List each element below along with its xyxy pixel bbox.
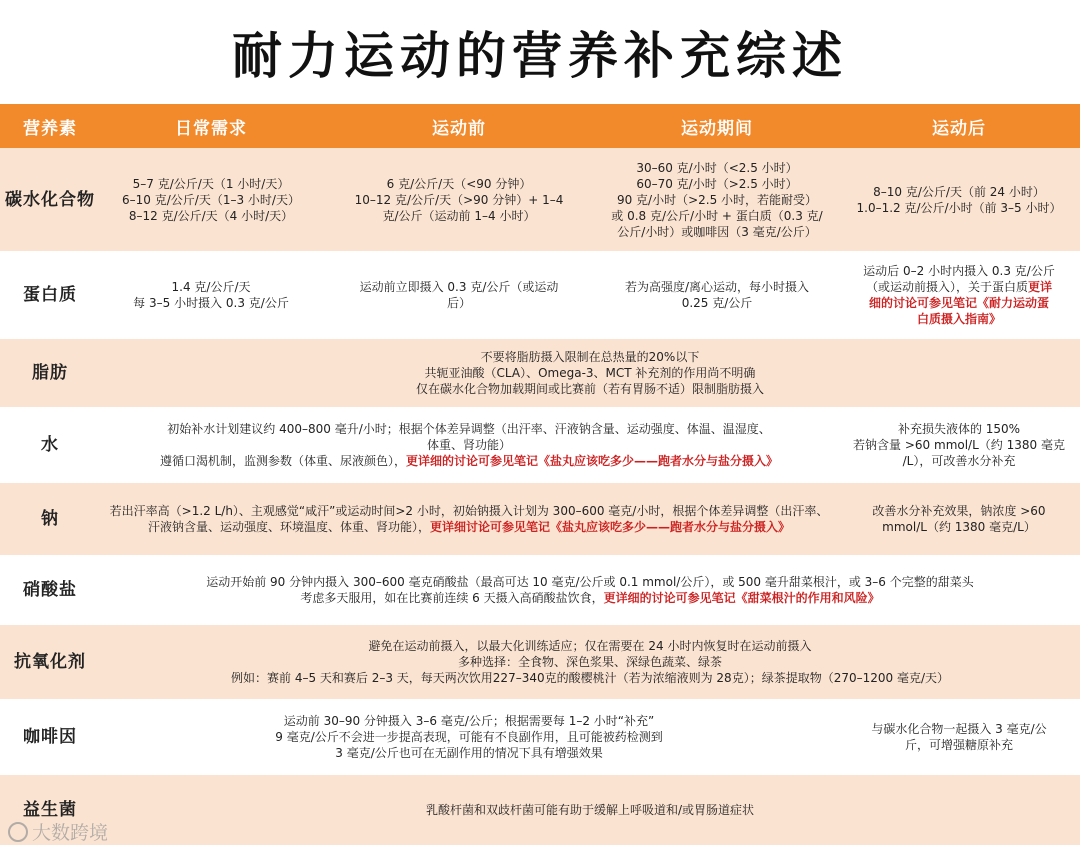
cell-daily: [100, 252, 322, 338]
note-link[interactable]: 更详细讨论可参见笔记《盐丸应该吃多少——跑者水分与盐分摄入》: [430, 520, 791, 534]
table-row-protein: [0, 252, 1080, 338]
text-line: 6 克/公斤/天（<90 分钟）: [386, 176, 532, 191]
text-line: 1.0–1.2 克/公斤/小时（前 3–5 小时）: [856, 200, 1062, 215]
note-link[interactable]: 更详细的讨论可参见笔记《甜菜根汁的作用和风险》: [603, 591, 880, 605]
table-row-antioxidant: [0, 624, 1080, 700]
nutrient-name: 钠: [0, 482, 100, 556]
text-line: 后）: [446, 296, 471, 310]
text-segment: 若出汗率高（>1.2 L/h）、主观感觉“咸汗”或运动时间>2 小时，初始钠摄入计划为 300–600 毫克/小时，根据个体差异调整（出汗率、汗液钠含量、运动强度、环境温度、体重、肾功能），: [109, 504, 829, 534]
table-row-sodium: [0, 482, 1080, 556]
cell-pre: [322, 252, 596, 338]
cell-merged: [100, 774, 1080, 846]
text-line: /L），可改善水分补充: [902, 454, 1016, 468]
text-line: 90 克/小时（>2.5 小时，若能耐受）: [616, 192, 818, 207]
cell-merged: [100, 482, 838, 556]
text-line: [846, 279, 1072, 295]
cell-post: [838, 482, 1080, 556]
text-line: 60–70 克/小时（>2.5 小时）: [636, 176, 798, 191]
text-line: [108, 453, 830, 469]
text-line: 3 毫克/公斤也可在无副作用的情况下具有增强效果: [335, 746, 603, 760]
nutrient-name: 水: [0, 408, 100, 482]
text-line: 30–60 克/小时（<2.5 小时）: [636, 160, 798, 175]
cell-during: [596, 252, 838, 338]
text-line: [108, 590, 1072, 606]
note-link[interactable]: 更详细的讨论可参见笔记《盐丸应该吃多少——跑者水分与盐分摄入》: [406, 454, 779, 468]
header-nutrient: 营养素: [0, 104, 100, 148]
watermark-text: 大数跨境: [32, 822, 109, 844]
table-row-probiotic: [0, 774, 1080, 846]
nutrient-name: 硝酸盐: [0, 556, 100, 624]
table-row-fat: [0, 338, 1080, 408]
nutrition-table: [0, 104, 1080, 847]
cell-pre: [322, 148, 596, 252]
cell-merged: [100, 556, 1080, 624]
text-line: 5–7 克/公斤/天（1 小时/天）: [132, 176, 290, 191]
cell-post: [838, 252, 1080, 338]
text-segment: 考虑多天服用，如在比赛前连续 6 天摄入高硝酸盐饮食，: [300, 591, 604, 605]
header-pre: 运动前: [322, 104, 596, 148]
text-line: 共轭亚油酸（CLA）、Omega-3、MCT 补充剂的作用尚不明确: [424, 366, 756, 380]
text-line: 补充损失液体的 150%: [897, 422, 1021, 436]
nutrient-name: 咖啡因: [0, 700, 100, 774]
text-line: 避免在运动前摄入，以最大化训练适应；仅在需要在 24 小时内恢复时在运动前摄入: [368, 639, 812, 653]
text-line: 克/公斤（运动前 1–4 小时）: [382, 208, 536, 223]
watermark-logo-icon: [8, 822, 28, 842]
table-row-caffeine: [0, 700, 1080, 774]
text-line: 6–10 克/公斤/天（1–3 小时/天）: [122, 192, 300, 207]
text-line: 8–10 克/公斤/天（前 24 小时）: [873, 184, 1045, 199]
cell-merged: [100, 338, 1080, 408]
cell-merged: [100, 700, 838, 774]
cell-post: [838, 408, 1080, 482]
header-row: [0, 104, 1080, 148]
text-line: 每 3–5 小时摄入 0.3 克/公斤: [133, 296, 289, 310]
text-line: 9 毫克/公斤不会进一步提高表现，可能有不良副作用，且可能被药检测到: [275, 730, 663, 744]
cell-merged: [100, 408, 838, 482]
text-line: 不要将脂肪摄入限制在总热量的20%以下: [480, 350, 700, 364]
cell-merged: [100, 624, 1080, 700]
note-link[interactable]: 细的讨论可参见笔记《耐力运动蛋: [868, 296, 1049, 310]
table-row-water: [0, 408, 1080, 482]
header-during: 运动期间: [596, 104, 838, 148]
text-line: 10–12 克/公斤/天（>90 分钟）+ 1–4: [354, 192, 564, 207]
text-line: 例如：赛前 4–5 天和赛后 2–3 天，每天两次饮用227–340克的酸樱桃汁（若为浓缩液则为 28克）；绿茶提取物（270–1200 毫克/天）: [231, 671, 949, 685]
text-line: 多种选择：全食物、深色浆果、深绿色蔬菜、绿茶: [457, 655, 722, 669]
text-line: mmol/L（约 1380 毫克/L）: [882, 520, 1036, 534]
watermark: [8, 818, 108, 845]
text-line: 运动前立即摄入 0.3 克/公斤（或运动: [359, 280, 559, 294]
text-line: 仅在碳水化合物加载期间或比赛前（若有胃肠不适）限制脂肪摄入: [415, 382, 764, 396]
nutrient-name: 抗氧化剂: [0, 624, 100, 700]
text-line: 0.25 克/公斤: [681, 296, 753, 310]
text-line: 改善水分补充效果，钠浓度 >60: [872, 504, 1046, 518]
table-row-carb: [0, 148, 1080, 252]
nutrient-name: 脂肪: [0, 338, 100, 408]
text-segment: （或运动前摄入），关于蛋白质: [865, 280, 1028, 294]
text-line: 斤，可增强糖原补充: [904, 738, 1013, 752]
text-line: 若钠含量 >60 mmol/L（约 1380 毫克: [853, 438, 1065, 452]
nutrient-name: 碳水化合物: [0, 148, 100, 252]
text-line: 初始补水计划建议约 400–800 毫升/小时；根据个体差异调整（出汗率、汗液钠含量、运动强度、体温、温湿度、: [167, 422, 771, 436]
text-line: 运动后 0–2 小时内摄入 0.3 克/公斤: [863, 264, 1055, 278]
note-link[interactable]: 白质摄入指南》: [916, 312, 1001, 326]
text-line: 体重、肾功能）: [426, 438, 511, 452]
text-line: 公斤/小时）或咖啡因（3 毫克/公斤）: [617, 224, 817, 239]
cell-during: [596, 148, 838, 252]
text-line: 若为高强度/离心运动，每小时摄入: [624, 280, 810, 294]
text-segment: 遵循口渴机制，监测参数（体重、尿液颜色），: [159, 454, 406, 468]
nutrient-name: 蛋白质: [0, 252, 100, 338]
text-line: 与碳水化合物一起摄入 3 毫克/公: [871, 722, 1047, 736]
header-post: 运动后: [838, 104, 1080, 148]
text-line: 运动前 30–90 分钟摄入 3–6 毫克/公斤；根据需要每 1–2 小时“补充”: [283, 714, 655, 728]
text-line: 1.4 克/公斤/天: [171, 280, 251, 294]
cell-daily: [100, 148, 322, 252]
note-link[interactable]: 更详: [1028, 280, 1053, 294]
text-line: 运动开始前 90 分钟内摄入 300–600 毫克硝酸盐（最高可达 10 毫克/公斤或 0.1 mmol/公斤），或 500 毫升甜菜根汁，或 3–6 个完整的甜菜头: [206, 575, 974, 589]
text-line: 乳酸杆菌和双歧杆菌可能有助于缓解上呼吸道和/或胃肠道症状: [425, 803, 755, 817]
header-daily: 日常需求: [100, 104, 322, 148]
nutrient-name: 益生菌: [0, 774, 100, 846]
cell-post: [838, 148, 1080, 252]
text-line: 8–12 克/公斤/天（4 小时/天）: [128, 208, 294, 223]
page-title: 耐力运动的营养补充综述: [232, 27, 848, 85]
table-row-nitrate: [0, 556, 1080, 624]
text-line: 或 0.8 克/公斤/小时 + 蛋白质（0.3 克/: [611, 208, 823, 223]
cell-post: [838, 700, 1080, 774]
